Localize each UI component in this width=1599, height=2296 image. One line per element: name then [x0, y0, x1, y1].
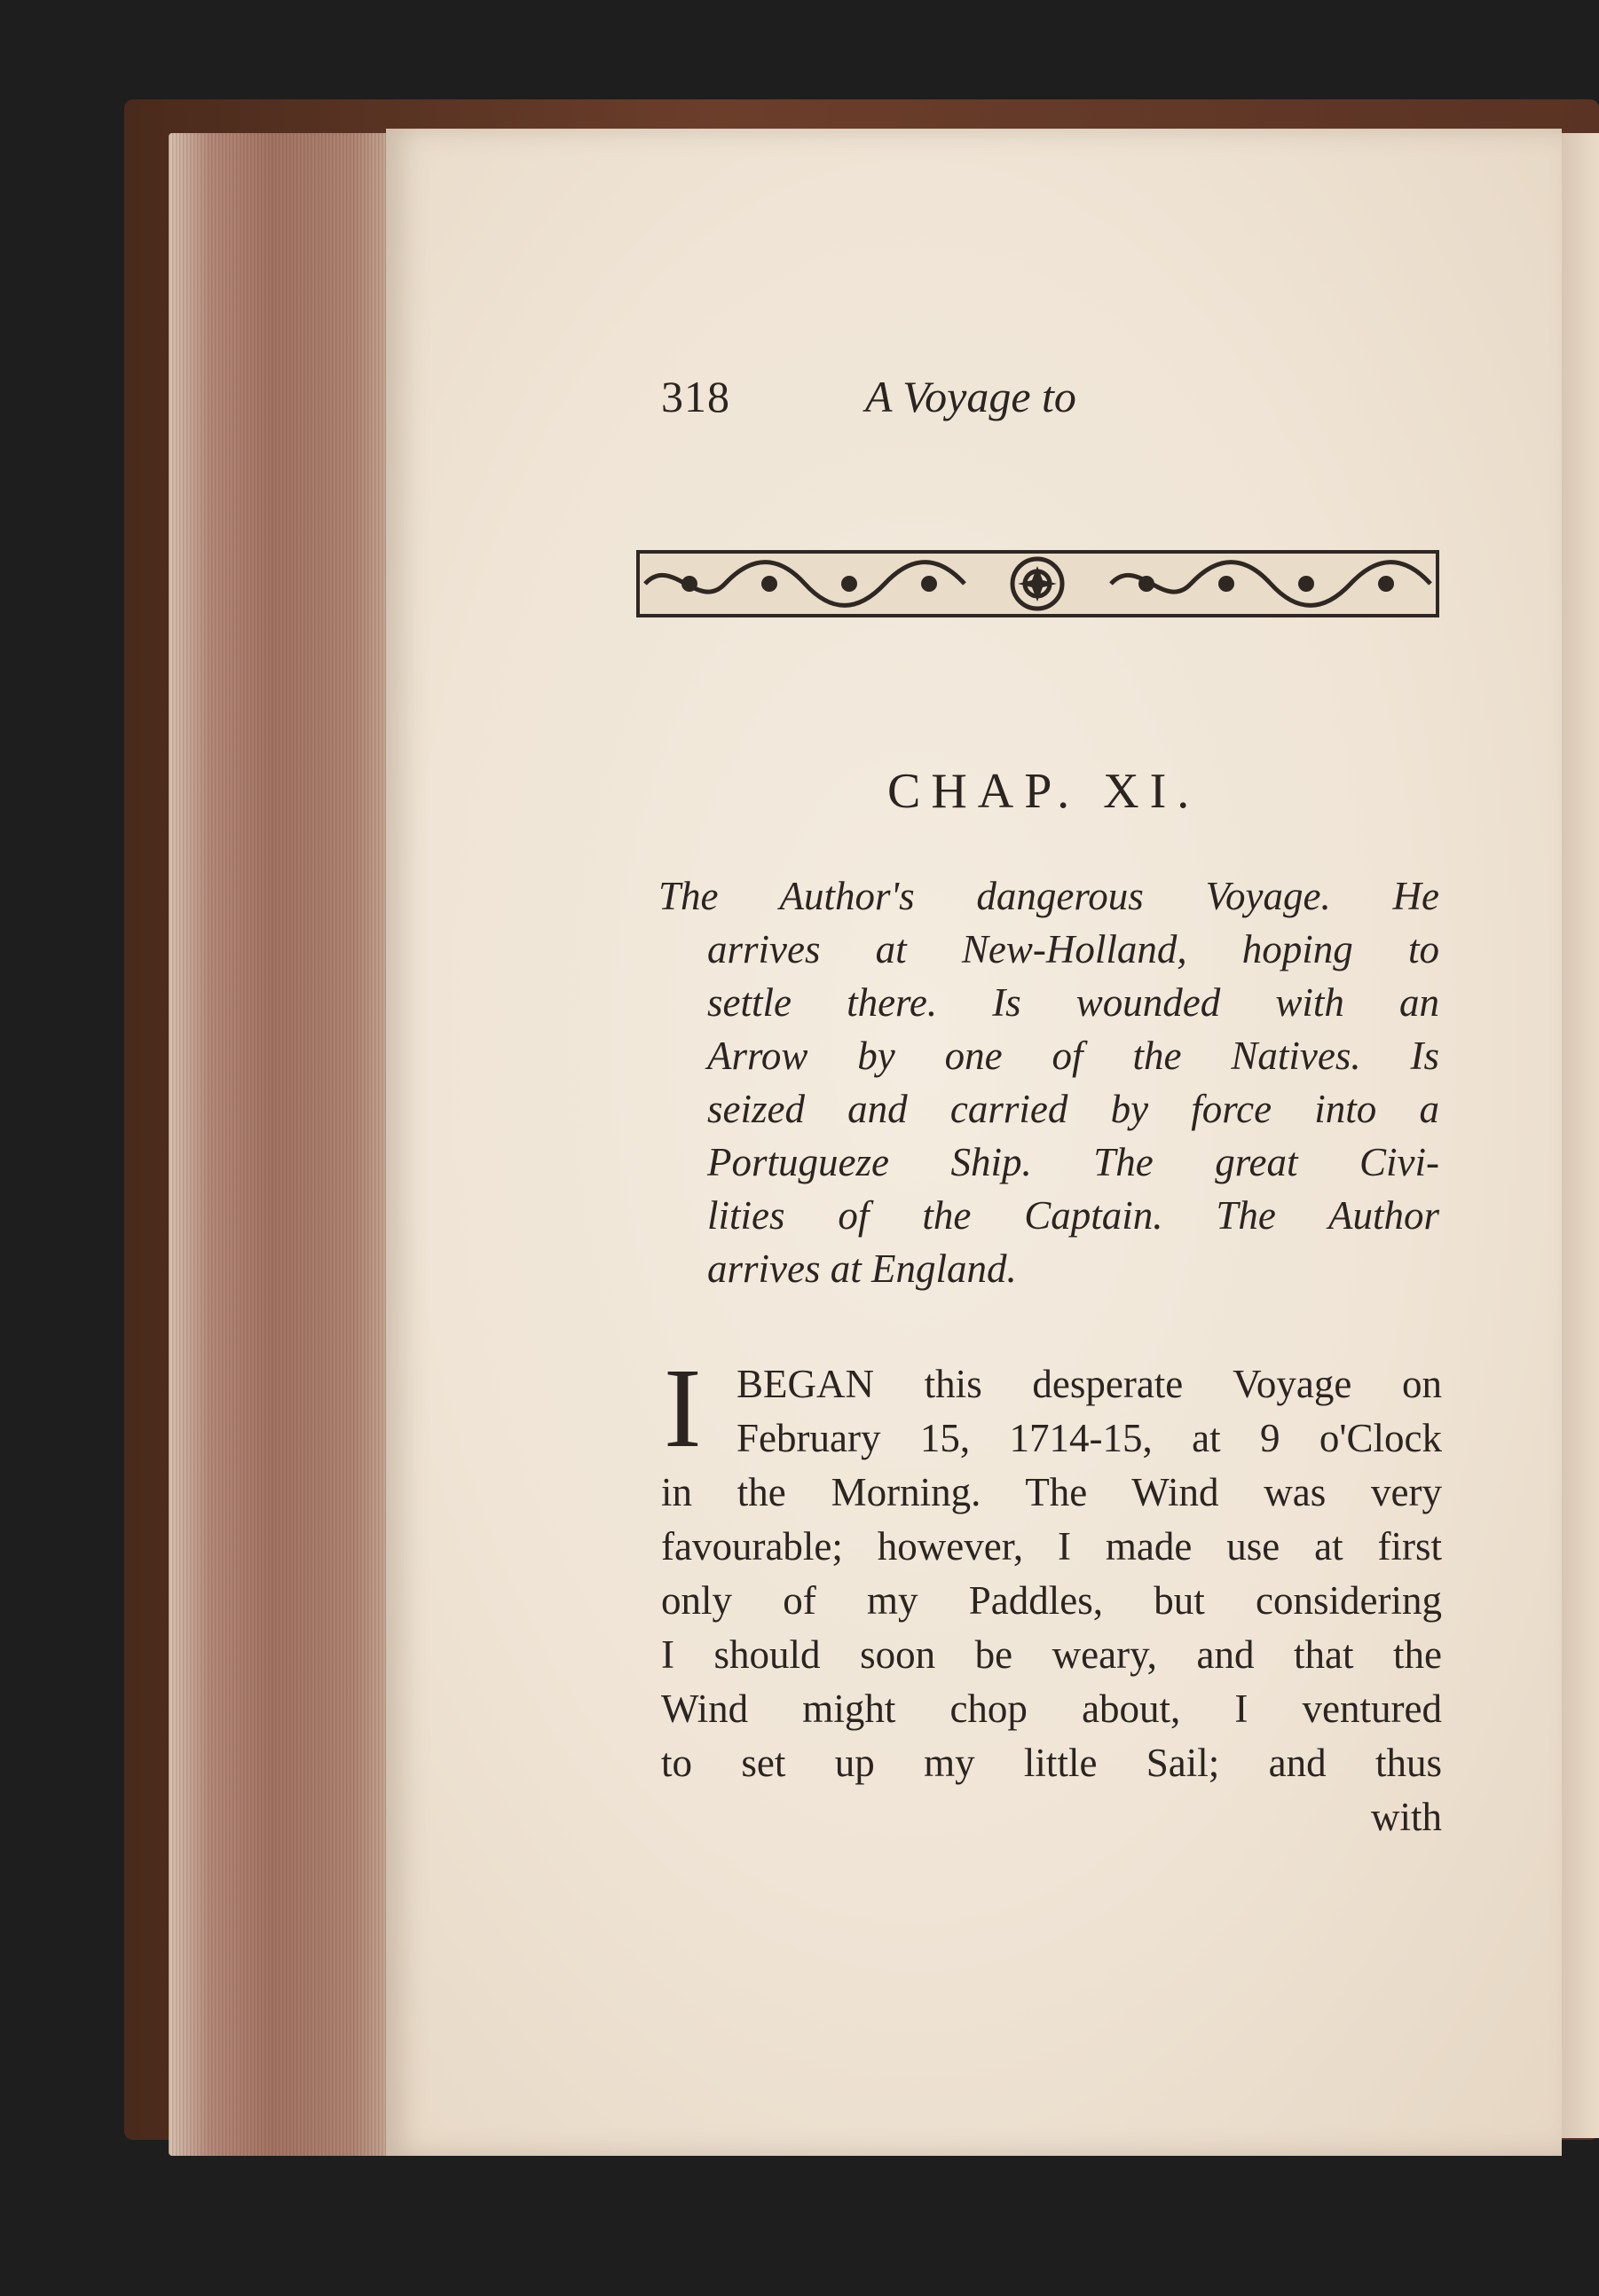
summary-line: lities of the Captain. The Author	[707, 1193, 1439, 1238]
body-line: to set up my little Sail; and thus	[661, 1741, 1442, 1785]
catchword: with	[1370, 1795, 1442, 1839]
summary-line: seized and carried by force into a	[707, 1087, 1439, 1131]
summary-line: Portugueze Ship. The great Civi-	[707, 1140, 1439, 1184]
running-head	[661, 371, 1247, 433]
running-title: A Voyage to	[865, 372, 1076, 421]
summary-line: arrives at England.	[707, 1246, 1017, 1291]
body-line: I should soon be weary, and that the	[661, 1632, 1442, 1677]
body-line: in the Morning. The Wind was very	[661, 1470, 1442, 1514]
summary-line: Arrow by one of the Natives. Is	[707, 1034, 1439, 1078]
page-number: 318	[661, 372, 730, 421]
summary-line: settle there. Is wounded with an	[707, 980, 1439, 1025]
body-line: favourable; however, I made use at first	[661, 1524, 1442, 1569]
drop-cap: I	[664, 1345, 702, 1471]
facing-page-edge	[1562, 133, 1599, 2138]
summary-line: The Author's dangerous Voyage. He	[658, 874, 1439, 918]
body-line: February 15, 1714-15, at 9 o'Clock	[736, 1416, 1442, 1460]
body-line: Wind might chop about, I ventured	[661, 1687, 1442, 1731]
body-paragraph	[661, 1357, 1442, 1790]
floral-headpiece-ornament-icon	[636, 550, 1439, 617]
summary-line: arrives at New-Holland, hoping to	[707, 927, 1439, 971]
body-line: only of my Paddles, but considering	[661, 1578, 1442, 1623]
page-edges	[169, 133, 399, 2156]
chapter-heading: CHAP. XI.	[887, 764, 1201, 819]
chapter-summary	[658, 869, 1439, 1295]
body-line: BEGAN this desperate Voyage on	[736, 1362, 1442, 1406]
